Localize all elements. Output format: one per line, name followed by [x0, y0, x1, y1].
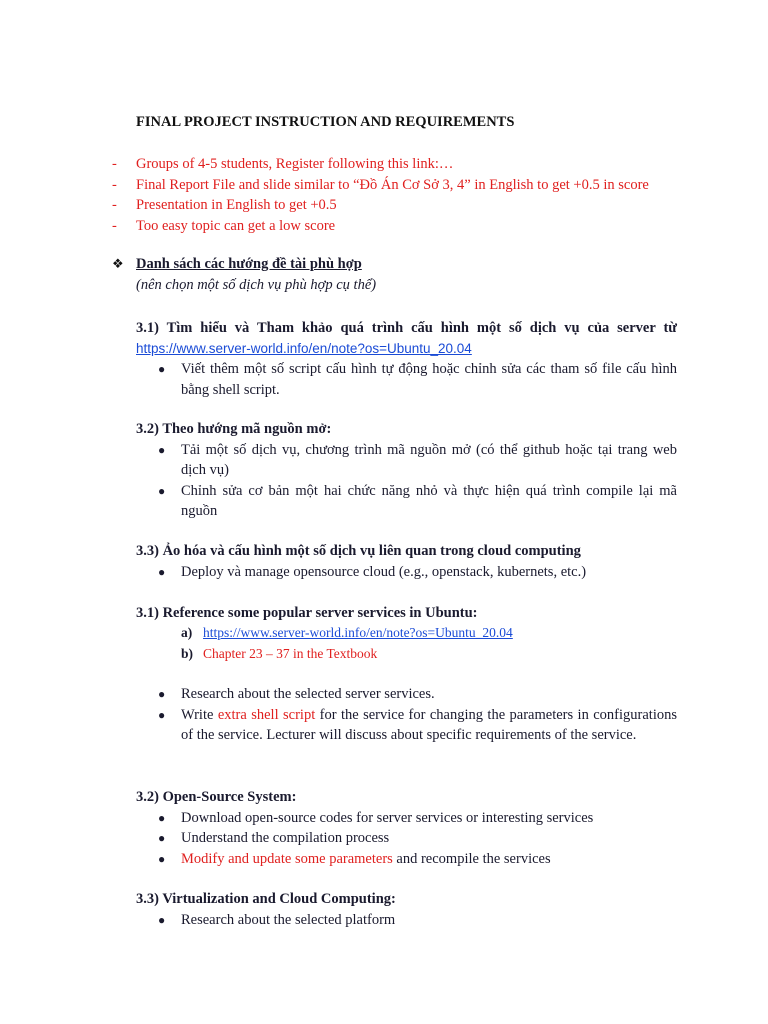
section-heading: 3.1) Reference some popular server services in Ubuntu:	[136, 605, 478, 621]
list-item	[136, 481, 677, 522]
list-item	[136, 684, 677, 705]
bullet-text: for the service for changing the parameters in configurations of the service. Lecturer will discuss about specific requirements of the service.	[181, 706, 677, 743]
bullet-text: Write	[181, 706, 218, 723]
bullet-list	[136, 910, 677, 931]
bullet-text: Understand the compilation process	[181, 830, 390, 846]
bullet-text: Research about the selected platform	[181, 911, 396, 928]
dash-marker: -	[112, 217, 117, 234]
list-item	[136, 828, 677, 849]
topics-note: (nên chọn một số dịch vụ phù hợp cụ thể)	[136, 277, 377, 293]
list-item	[136, 705, 677, 746]
bullet-icon: ●	[158, 810, 166, 825]
bullet-text: Research about the selected server services.	[181, 686, 435, 702]
bullet-icon: ●	[158, 831, 166, 845]
bullet-text: Chỉnh sửa cơ bản một hai chức năng nhỏ và thực hiện quá trình compile lại mã nguồn	[181, 482, 677, 519]
list-item	[136, 359, 677, 400]
section-en-3-1	[136, 603, 677, 624]
section-en-3-2	[136, 787, 677, 869]
bullet-list	[136, 440, 677, 522]
bullet-icon: ●	[158, 442, 166, 457]
section-heading: 3.3) Virtualization and Cloud Computing:	[136, 891, 396, 907]
diamond-bullet-icon: ❖	[112, 256, 124, 271]
server-world-link-2[interactable]: https://www.server-world.info/en/note?os=Ubuntu_20.04	[203, 625, 513, 640]
reference-item-a	[181, 623, 513, 644]
topics-heading-row	[112, 256, 362, 273]
requirement-text: Presentation in English to get +0.5	[136, 197, 337, 213]
list-item	[112, 216, 649, 237]
list-item	[136, 562, 677, 583]
dash-marker: -	[112, 176, 117, 193]
list-item	[136, 808, 677, 829]
list-item	[136, 849, 677, 870]
bullet-icon: ●	[158, 564, 166, 579]
bullet-icon: ●	[158, 912, 166, 927]
section-heading: 3.3) Ảo hóa và cấu hình một số dịch vụ liên quan trong cloud computing	[136, 543, 581, 559]
item-label: a)	[181, 625, 193, 640]
server-world-link[interactable]: https://www.server-world.info/en/note?os=Ubuntu_20.04	[136, 340, 472, 356]
bullet-text: Deploy và manage opensource cloud (e.g., openstack, kubernets, etc.)	[181, 563, 587, 580]
dash-marker: -	[112, 197, 117, 213]
bullet-list	[136, 684, 677, 746]
bullet-list	[136, 359, 677, 400]
topics-heading: Danh sách các hướng đề tài phù hợp	[136, 256, 362, 272]
reference-item-b	[181, 644, 377, 665]
highlight-text: extra shell script	[217, 706, 316, 723]
bullet-text: Tải một số dịch vụ, chương trình mã nguồn mở (có thể github hoặc tại trang web dịch vụ)	[181, 441, 677, 478]
bullet-list	[136, 562, 677, 583]
bullet-icon: ●	[158, 483, 166, 498]
section-vn-3-3	[136, 541, 677, 582]
bullet-text: Download open-source codes for server services or interesting services	[181, 809, 594, 826]
requirements-list	[112, 154, 649, 236]
list-item	[112, 154, 649, 175]
item-label: b)	[181, 646, 194, 661]
bullet-icon: ●	[158, 687, 166, 701]
bullet-list	[136, 808, 677, 870]
bullet-icon: ●	[158, 851, 166, 866]
section-heading: 3.1) Tìm hiểu và Tham khảo quá trình cấu hình một số dịch vụ của server từ	[136, 320, 677, 336]
section-en-3-3	[136, 889, 677, 930]
bullet-text: and recompile the services	[392, 850, 551, 867]
page-title: FINAL PROJECT INSTRUCTION AND REQUIREMENTS	[136, 114, 515, 130]
bullet-text: Viết thêm một số script cấu hình tự động hoặc chỉnh sửa các tham số file cấu hình bằng shell script.	[181, 361, 677, 398]
section-vn-3-2	[136, 419, 677, 522]
textbook-chapters: Chapter 23 – 37 in the Textbook	[203, 646, 378, 661]
list-item	[136, 440, 677, 481]
section-vn-3-1	[136, 318, 677, 400]
highlight-text: Modify and update some parameters	[181, 850, 393, 867]
requirement-text: Final Report File and slide similar to “Đồ Án Cơ Sở 3, 4” in English to get +0.5 in score	[136, 176, 649, 193]
list-item	[112, 175, 649, 196]
requirement-text: Groups of 4-5 students, Register following this link:…	[136, 156, 454, 172]
list-item	[136, 910, 677, 931]
dash-marker: -	[112, 156, 117, 172]
section-en-3-1-bullets	[136, 684, 677, 746]
section-heading: 3.2) Theo hướng mã nguồn mở:	[136, 421, 332, 437]
bullet-icon: ●	[158, 362, 166, 376]
list-item	[112, 195, 649, 216]
requirement-text: Too easy topic can get a low score	[136, 217, 336, 234]
section-heading: 3.2) Open-Source System:	[136, 789, 297, 805]
bullet-icon: ●	[158, 707, 166, 722]
